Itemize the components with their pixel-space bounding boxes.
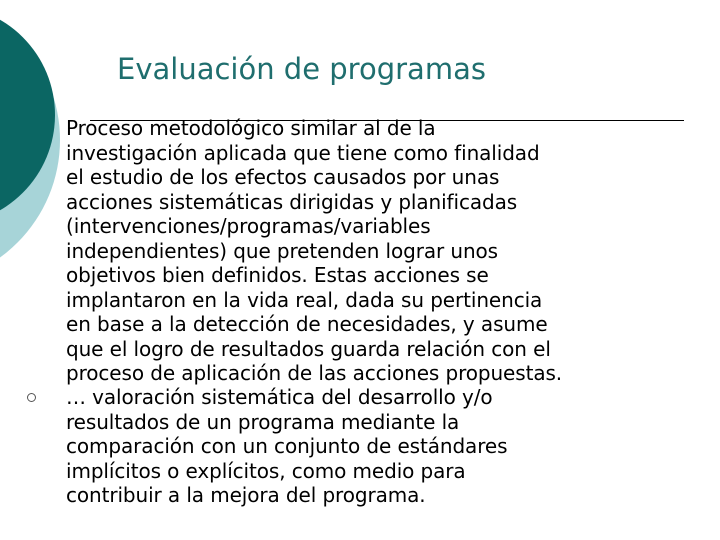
text-line: contribuir a la mejora del programa. [66, 483, 426, 507]
text-line: resultados de un programa mediante la [66, 409, 460, 434]
text-line: … valoración sistemática del desarrollo y/o [66, 385, 493, 409]
text-line: proceso de aplicación de las acciones propuestas. [66, 361, 563, 385]
bullet-marker [27, 393, 36, 402]
text-line: investigación aplicada que tiene como finalidad [66, 140, 540, 165]
bullet-text [66, 385, 696, 508]
text-line: implícitos o explícitos, como medio para [66, 458, 466, 483]
text-line: el estudio de los efectos causados por unas [66, 165, 500, 189]
slide-title: Evaluación de programas [117, 52, 486, 86]
bullet-text [66, 116, 696, 386]
text-line: objetivos bien definidos. Estas acciones se [66, 263, 489, 287]
text-line: Proceso metodológico similar al de la [66, 116, 436, 140]
text-line: que el logro de resultados guarda relación con el [66, 336, 551, 361]
text-line: independientes) que pretenden lograr unos [66, 238, 498, 263]
text-line: implantaron en la vida real, dada su pertinencia [66, 287, 543, 312]
text-line: (intervenciones/programas/variables [66, 214, 431, 238]
text-line: comparación con un conjunto de estándares [66, 434, 508, 458]
text-line: en base a la detección de necesidades, y asume [66, 312, 548, 336]
text-line: acciones sistemáticas dirigidas y planificadas [66, 189, 518, 214]
